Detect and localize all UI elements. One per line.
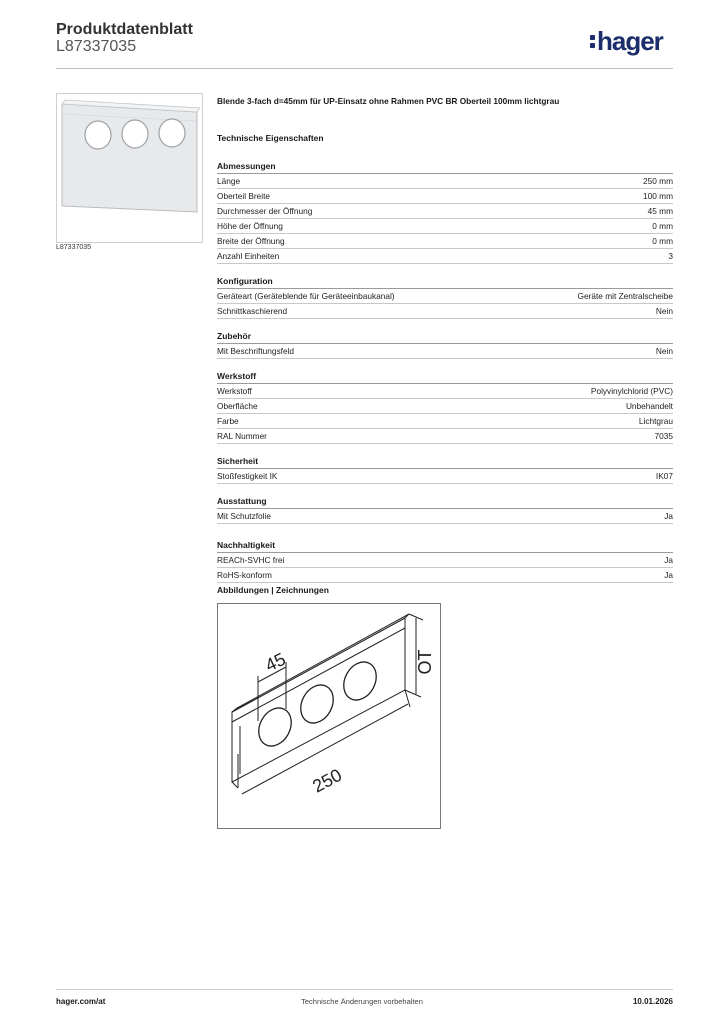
spec-label: Geräteart (Geräteblende für Geräteeinbaukanal) bbox=[217, 291, 395, 301]
product-thumbnail-image bbox=[57, 94, 202, 242]
spec-row bbox=[217, 384, 673, 399]
logo-text: hager bbox=[597, 26, 663, 56]
spec-value: Unbehandelt bbox=[625, 401, 673, 411]
spec-label: Werkstoff bbox=[217, 386, 252, 396]
spec-label: Mit Beschriftungsfeld bbox=[217, 346, 295, 356]
spec-value: Lichtgrau bbox=[638, 416, 673, 426]
spec-value: Nein bbox=[655, 306, 673, 316]
spec-label: Oberteil Breite bbox=[217, 191, 271, 201]
thumbnail-caption: L87337035 bbox=[56, 244, 92, 251]
spec-label: RAL Nummer bbox=[217, 431, 267, 441]
technical-drawing-svg bbox=[218, 604, 440, 828]
spec-row bbox=[217, 219, 673, 234]
product-details bbox=[217, 96, 673, 583]
footer-date: 10.01.2026 bbox=[632, 997, 673, 1006]
product-code: L87337035 bbox=[56, 38, 137, 55]
section-title: Konfiguration bbox=[217, 275, 673, 289]
spec-label: Anzahl Einheiten bbox=[217, 251, 280, 261]
tech-heading: Technische Eigenschaften bbox=[217, 133, 324, 143]
illustrations-heading: Abbildungen | Zeichnungen bbox=[217, 585, 329, 595]
spec-value: 250 mm bbox=[643, 176, 673, 186]
spec-value: Ja bbox=[664, 570, 673, 580]
spec-value: 0 mm bbox=[652, 221, 673, 231]
spec-value: Polyvinylchlorid (PVC) bbox=[590, 386, 673, 396]
spec-value: Geräte mit Zentralscheibe bbox=[577, 291, 673, 301]
section-title: Nachhaltigkeit bbox=[217, 539, 673, 553]
spec-label: Oberfläche bbox=[217, 401, 258, 411]
spec-label: Höhe der Öffnung bbox=[217, 221, 283, 231]
spec-row bbox=[217, 509, 673, 524]
product-thumbnail bbox=[56, 93, 203, 243]
spec-row bbox=[217, 204, 673, 219]
spec-row bbox=[217, 553, 673, 568]
spec-label: Mit Schutzfolie bbox=[217, 511, 271, 521]
spec-sections bbox=[217, 160, 673, 583]
spec-value: Ja bbox=[664, 511, 673, 521]
spec-row bbox=[217, 249, 673, 264]
product-title: Blende 3-fach d=45mm für UP-Einsatz ohne Rahmen PVC BR Oberteil 100mm lichtgrau bbox=[217, 96, 560, 106]
spec-label: Länge bbox=[217, 176, 241, 186]
spec-label: Breite der Öffnung bbox=[217, 236, 285, 246]
footer-divider bbox=[56, 989, 673, 990]
footer-disclaimer: Technische Änderungen vorbehalten bbox=[301, 997, 423, 1006]
spec-row bbox=[217, 189, 673, 204]
section-title: Abmessungen bbox=[217, 160, 673, 174]
spec-value: Nein bbox=[655, 346, 673, 356]
spec-value: IK07 bbox=[655, 471, 673, 481]
section-title: Zubehör bbox=[217, 330, 673, 344]
section-title: Werkstoff bbox=[217, 370, 673, 384]
spec-row bbox=[217, 344, 673, 359]
hager-logo bbox=[590, 26, 676, 60]
dim-diameter-label: 45 bbox=[261, 648, 289, 676]
spec-value: 3 bbox=[668, 251, 673, 261]
header-divider bbox=[56, 68, 673, 69]
spec-label: RoHS-konform bbox=[217, 570, 272, 580]
spec-row bbox=[217, 414, 673, 429]
dim-length-label: 250 bbox=[309, 764, 346, 797]
spec-value: Ja bbox=[664, 555, 673, 565]
logo-dots-icon bbox=[590, 35, 595, 51]
spec-value: 100 mm bbox=[643, 191, 673, 201]
spec-label: Farbe bbox=[217, 416, 239, 426]
spec-label: Stoßfestigkeit IK bbox=[217, 471, 278, 481]
spec-label: Durchmesser der Öffnung bbox=[217, 206, 313, 216]
spec-value: 7035 bbox=[654, 431, 673, 441]
spec-row bbox=[217, 399, 673, 414]
technical-drawing bbox=[217, 603, 441, 829]
spec-label: REACh-SVHC frei bbox=[217, 555, 285, 565]
spec-row bbox=[217, 174, 673, 189]
spec-row bbox=[217, 429, 673, 444]
spec-row bbox=[217, 469, 673, 484]
spec-row bbox=[217, 234, 673, 249]
dim-height-label: OT bbox=[415, 649, 435, 675]
spec-label: Schnittkaschierend bbox=[217, 306, 288, 316]
spec-value: 45 mm bbox=[647, 206, 673, 216]
section-title: Sicherheit bbox=[217, 455, 673, 469]
section-title: Ausstattung bbox=[217, 495, 673, 509]
page-title: Produktdatenblatt bbox=[56, 21, 193, 38]
spec-row bbox=[217, 304, 673, 319]
spec-row bbox=[217, 568, 673, 583]
spec-value: 0 mm bbox=[652, 236, 673, 246]
spec-row bbox=[217, 289, 673, 304]
footer-website[interactable]: hager.com/at bbox=[56, 997, 106, 1006]
